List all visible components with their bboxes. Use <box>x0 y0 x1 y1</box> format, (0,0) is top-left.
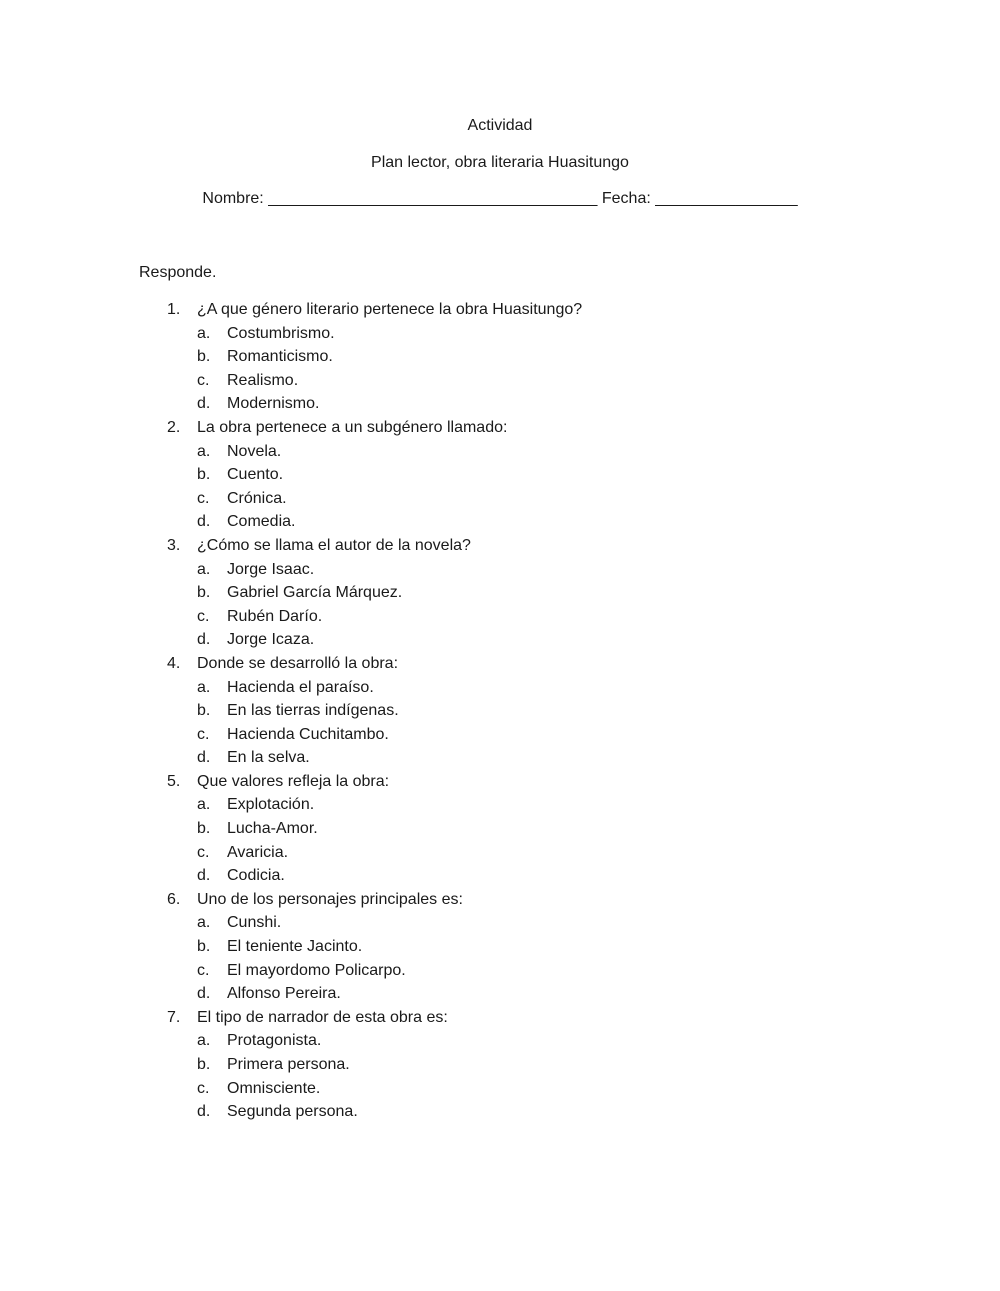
answer-option <box>0 817 1000 841</box>
option-letter: a. <box>197 324 211 342</box>
question-number: 6. <box>167 890 181 908</box>
question-number: 7. <box>167 1008 181 1026</box>
question-item <box>0 534 1000 652</box>
question-text: Que valores refleja la obra: <box>197 772 390 790</box>
answer-option <box>0 1053 1000 1077</box>
answer-option <box>0 699 1000 723</box>
answer-option <box>0 676 1000 700</box>
answer-option <box>0 322 1000 346</box>
question-text: La obra pertenece a un subgénero llamado: <box>197 418 508 436</box>
option-text: Segunda persona. <box>227 1103 358 1121</box>
option-list <box>0 440 1000 534</box>
question-item <box>0 1006 1000 1124</box>
option-text: Novela. <box>227 442 282 460</box>
option-text: Gabriel García Márquez. <box>227 584 403 602</box>
answer-option <box>0 628 1000 652</box>
question-text: Donde se desarrolló la obra: <box>197 654 399 672</box>
question-item <box>0 652 1000 770</box>
option-list <box>0 558 1000 652</box>
document-subtitle: Plan lector, obra literaria Huasitungo <box>371 154 629 171</box>
option-letter: c. <box>197 607 210 625</box>
answer-option <box>0 581 1000 605</box>
option-text: Primera persona. <box>227 1056 350 1073</box>
option-letter: d. <box>197 1103 211 1121</box>
option-letter: d. <box>197 867 211 885</box>
question-number: 1. <box>167 301 181 318</box>
answer-option <box>0 1100 1000 1124</box>
question-text: Uno de los personajes principales es: <box>197 890 463 908</box>
question-text: El tipo de narrador de esta obra es: <box>197 1008 448 1026</box>
option-text: Realismo. <box>227 371 299 389</box>
option-letter: d. <box>197 513 211 531</box>
question-text: ¿Cómo se llama el autor de la novela? <box>197 536 471 554</box>
question-row <box>0 888 1000 912</box>
option-letter: b. <box>197 584 211 602</box>
answer-option <box>0 959 1000 983</box>
question-list <box>0 298 1000 1124</box>
option-letter: c. <box>197 489 210 507</box>
option-text: Jorge Icaza. <box>227 631 315 649</box>
question-number: 2. <box>167 418 181 436</box>
option-text: Omnisciente. <box>227 1079 321 1097</box>
option-list <box>0 1029 1000 1123</box>
option-text: Modernismo. <box>227 395 320 413</box>
instruction-text: Responde. <box>139 264 217 281</box>
answer-option <box>0 392 1000 416</box>
name-date-line: Nombre: _____________________________________ Fecha: ________________ <box>202 190 798 207</box>
option-text: Avaricia. <box>227 843 289 861</box>
question-row <box>0 652 1000 676</box>
option-letter: a. <box>197 796 211 814</box>
option-letter: a. <box>197 914 211 932</box>
option-letter: c. <box>197 725 210 743</box>
answer-option <box>0 723 1000 747</box>
option-list <box>0 676 1000 770</box>
answer-option <box>0 793 1000 817</box>
option-text: El teniente Jacinto. <box>227 938 363 956</box>
question-item <box>0 298 1000 416</box>
question-text: ¿A que género literario pertenece la obra Huasitungo? <box>197 301 583 318</box>
option-text: Jorge Isaac. <box>227 560 315 578</box>
answer-option <box>0 605 1000 629</box>
option-letter: b. <box>197 348 211 366</box>
option-text: Hacienda Cuchitambo. <box>227 725 389 743</box>
option-text: Cunshi. <box>227 914 282 932</box>
option-text: Rubén Darío. <box>227 607 323 625</box>
option-letter: d. <box>197 749 211 767</box>
question-item <box>0 770 1000 888</box>
option-letter: b. <box>197 820 211 838</box>
answer-option <box>0 1077 1000 1101</box>
question-row <box>0 416 1000 440</box>
option-text: En la selva. <box>227 749 310 767</box>
option-text: Costumbrismo. <box>227 324 335 342</box>
answer-option <box>0 982 1000 1006</box>
answer-option <box>0 911 1000 935</box>
option-text: Alfonso Pereira. <box>227 985 341 1003</box>
answer-option <box>0 1029 1000 1053</box>
option-letter: c. <box>197 961 210 979</box>
option-letter: a. <box>197 1032 211 1050</box>
option-text: El mayordomo Policarpo. <box>227 961 406 979</box>
question-row <box>0 770 1000 794</box>
question-row <box>0 298 1000 322</box>
option-letter: d. <box>197 631 211 649</box>
option-letter: c. <box>197 1079 210 1097</box>
option-letter: a. <box>197 560 211 578</box>
question-number: 4. <box>167 654 181 672</box>
option-text: Hacienda el paraíso. <box>227 678 374 696</box>
option-letter: a. <box>197 678 211 696</box>
answer-option <box>0 369 1000 393</box>
option-letter: d. <box>197 395 211 413</box>
answer-option <box>0 746 1000 770</box>
answer-option <box>0 841 1000 865</box>
option-letter: d. <box>197 985 211 1003</box>
option-text: Codicia. <box>227 867 285 885</box>
question-row <box>0 1006 1000 1030</box>
option-letter: b. <box>197 702 211 720</box>
option-list <box>0 793 1000 887</box>
option-text: Explotación. <box>227 796 315 814</box>
option-text: En las tierras indígenas. <box>227 702 399 720</box>
question-number: 3. <box>167 536 181 554</box>
option-text: Protagonista. <box>227 1032 322 1050</box>
option-list <box>0 911 1000 1005</box>
question-number: 5. <box>167 772 181 790</box>
answer-option <box>0 510 1000 534</box>
question-item <box>0 888 1000 1006</box>
option-text: Cuento. <box>227 466 284 484</box>
option-text: Lucha-Amor. <box>227 820 318 838</box>
option-letter: c. <box>197 843 210 861</box>
question-row <box>0 534 1000 558</box>
answer-option <box>0 487 1000 511</box>
document-title: Actividad <box>467 117 533 134</box>
option-letter: a. <box>197 442 211 460</box>
option-text: Crónica. <box>227 489 287 507</box>
option-text: Romanticismo. <box>227 348 333 366</box>
option-list <box>0 322 1000 416</box>
answer-option <box>0 440 1000 464</box>
answer-option <box>0 345 1000 369</box>
answer-option <box>0 463 1000 487</box>
answer-option <box>0 864 1000 888</box>
option-letter: b. <box>197 1056 211 1073</box>
option-letter: b. <box>197 938 211 956</box>
option-text: Comedia. <box>227 513 296 531</box>
question-item <box>0 416 1000 534</box>
option-letter: b. <box>197 466 211 484</box>
answer-option <box>0 558 1000 582</box>
option-letter: c. <box>197 371 210 389</box>
answer-option <box>0 935 1000 959</box>
